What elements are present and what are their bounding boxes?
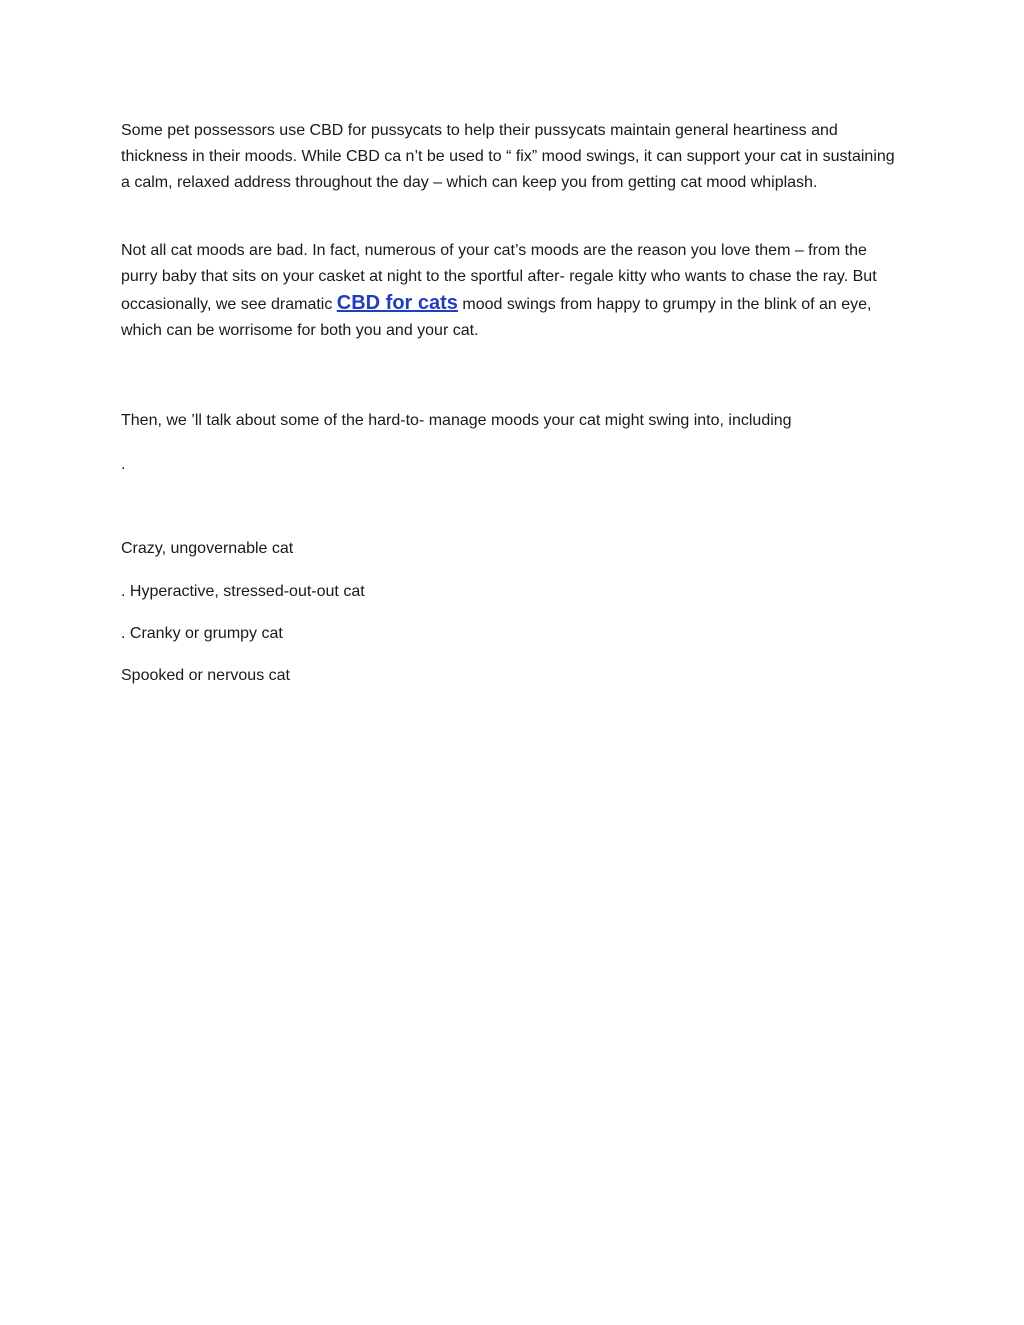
- intro-list-paragraph: Then, we ’ll talk about some of the hard-to- manage moods your cat might swing into, including: [121, 412, 792, 429]
- dot-line: .: [121, 456, 126, 473]
- moods-paragraph: [121, 238, 906, 344]
- list-item: . Hyperactive, stressed-out-out cat: [121, 583, 365, 600]
- cbd-for-cats-link[interactable]: CBD for cats: [336, 292, 458, 314]
- moods-paragraph-text-before: Not all cat moods are bad. In fact, numerous of your cat’s moods are the reason you love them – from the purry baby that sits on your casket at night to the sportful after- regale kitty who wants to chase the ray. But occasionally, we see dramatic: [121, 242, 877, 313]
- moods-paragraph-text-after: mood swings from happy to grumpy in the blink of an eye, which can be worrisome for both you and your cat.: [121, 296, 872, 339]
- list-item: Spooked or nervous cat: [121, 667, 290, 684]
- list-item: . Cranky or grumpy cat: [121, 625, 283, 642]
- list-item: Crazy, ungovernable cat: [121, 540, 294, 557]
- intro-paragraph: Some pet possessors use CBD for pussycats to help their pussycats maintain general heartiness and thickness in their moods. While CBD ca n’t be used to “ fix” mood swings, it can support your cat in sustaining a calm, relaxed address throughout the day – which can keep you from getting cat mood whiplash.: [121, 122, 895, 191]
